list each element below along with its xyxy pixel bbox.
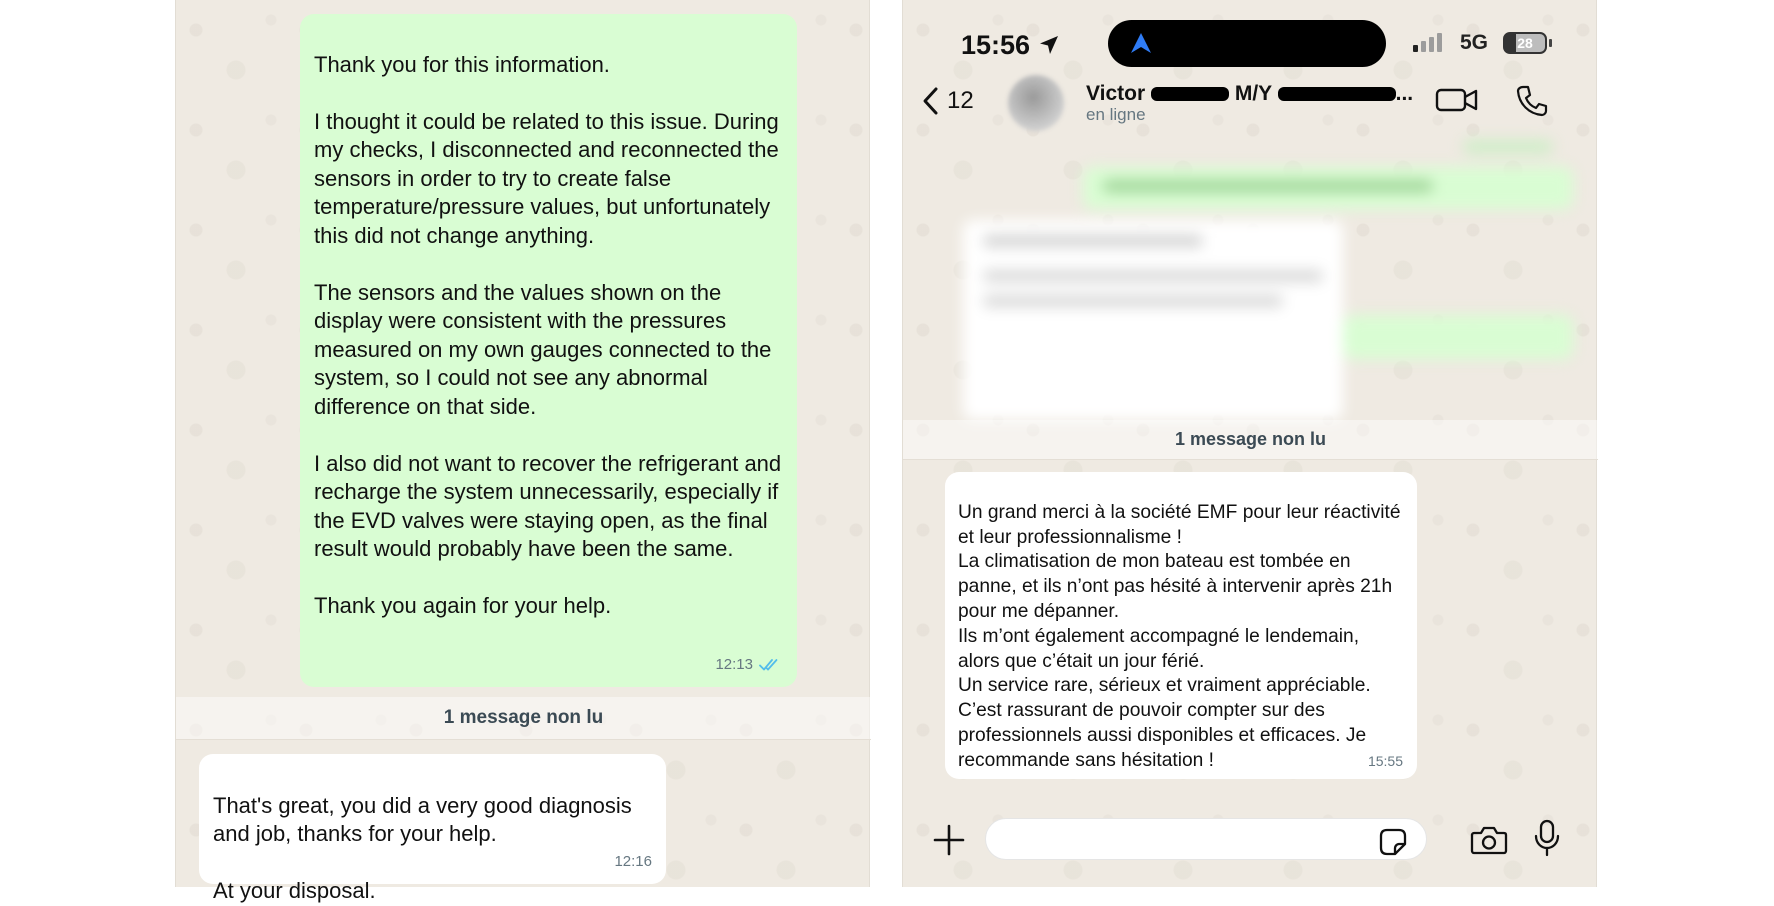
battery-level: 28 xyxy=(1517,35,1533,51)
contact-avatar[interactable] xyxy=(1008,75,1064,131)
contact-name-ellipsis: ... xyxy=(1395,82,1414,105)
message-meta xyxy=(614,848,652,877)
contact-status: en ligne xyxy=(1086,105,1146,124)
contact-name[interactable] xyxy=(1086,82,1413,106)
dynamic-island[interactable] xyxy=(1108,20,1386,67)
video-call-icon[interactable] xyxy=(1435,86,1479,114)
chat-header xyxy=(903,70,1598,132)
back-button[interactable] xyxy=(921,86,974,116)
cellular-signal-icon xyxy=(1413,33,1442,52)
plus-icon[interactable] xyxy=(933,824,965,856)
contact-title: M/Y xyxy=(1234,82,1272,105)
camera-icon[interactable] xyxy=(1470,825,1508,855)
message-text: Thank you for this information. I thought it could be related to this issue. During my checks, I disconnected and reconnected the sensors in order to try to create false temperature/pressure values, but unfortunately this did not change anything. The sensors and the values shown on the display were consistent with the pressures measured on my own gauges connected to the system, so I could not see any abnormal difference on that side. I also did not want to recover the refrigerant and recharge the system unnecessarily, especially if the EVD valves were staying open, as the final result would probably have been the same. Thank you again for your help. xyxy=(314,51,782,618)
redacted-surname xyxy=(1151,87,1229,101)
navigation-arrow-icon xyxy=(1128,31,1154,55)
blurred-message-history xyxy=(903,135,1598,420)
message-text: Un grand merci à la société EMF pour leur réactivité et leur professionnalisme ! La climatisation de mon bateau est tombée en panne, et ils n’ont pas hésité à intervenir après 21h pour me dépanner. Ils m’ont également accompagné le lendemain, alors que c’était un jour férié. Un service rare, sérieux et vraiment appréciable. C’est rassurant de pouvoir compter sur des professionnels aussi disponibles et efficaces. Je recommande sans hésitation ! xyxy=(958,501,1401,771)
battery-icon xyxy=(1503,32,1547,54)
phone-call-icon[interactable] xyxy=(1515,84,1549,118)
redacted-boat-name xyxy=(1278,87,1396,101)
message-time: 12:13 xyxy=(715,655,753,673)
message-composer xyxy=(903,805,1598,887)
unread-chats-count: 12 xyxy=(947,87,974,114)
unread-divider-label: 1 message non lu xyxy=(443,707,604,728)
status-time: 15:56 xyxy=(961,30,1031,60)
message-time: 12:16 xyxy=(614,852,652,870)
battery-tip xyxy=(1549,39,1552,47)
message-meta xyxy=(1368,749,1403,774)
network-type: 5G xyxy=(1460,31,1489,54)
outgoing-message-bubble[interactable] xyxy=(300,14,797,687)
status-clock xyxy=(961,30,1060,61)
unread-divider xyxy=(176,697,871,740)
message-text: That's great, you did a very good diagnosis and job, thanks for your help. At your disposal. xyxy=(213,792,632,903)
location-arrow-icon xyxy=(1038,34,1060,56)
sticker-icon[interactable] xyxy=(1378,827,1408,857)
message-time: 15:55 xyxy=(1367,753,1403,770)
right-chat-screenshot xyxy=(902,0,1597,887)
incoming-message-bubble[interactable] xyxy=(945,472,1417,779)
chevron-left-icon xyxy=(921,86,939,116)
unread-divider xyxy=(903,420,1598,460)
message-meta xyxy=(715,651,783,680)
incoming-message-bubble[interactable] xyxy=(199,754,666,903)
message-input[interactable] xyxy=(985,818,1427,860)
contact-first-name: Victor xyxy=(1086,82,1146,105)
double-check-read-icon xyxy=(759,658,783,672)
left-chat-screenshot xyxy=(175,0,870,903)
microphone-icon[interactable] xyxy=(1533,819,1561,857)
unread-divider-label: 1 message non lu xyxy=(1174,429,1327,449)
